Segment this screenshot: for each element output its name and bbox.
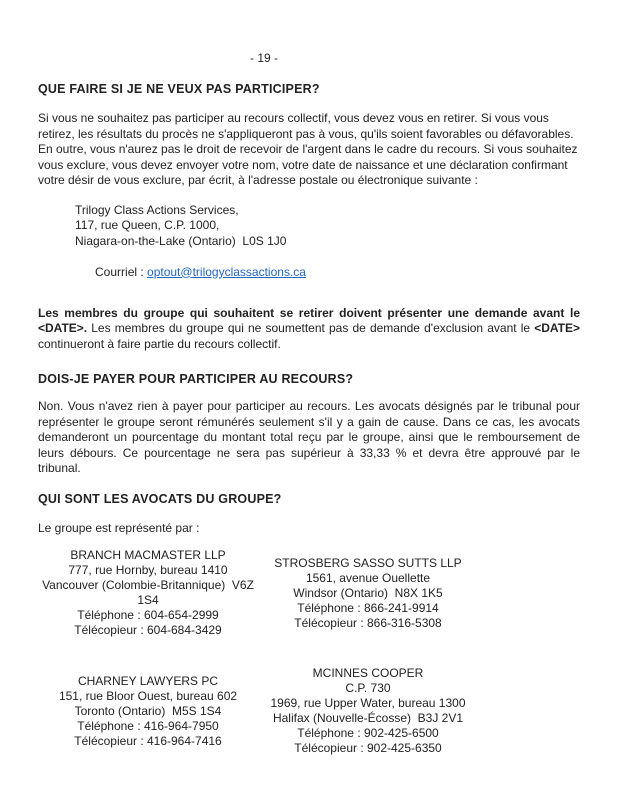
- section-heading-lawyers: QUI SONT LES AVOCATS DU GROUPE?: [38, 491, 282, 506]
- opt-out-address-block: [75, 203, 580, 296]
- firm-phone-line: Téléphone : 866-241-9914: [297, 600, 439, 615]
- firm-address-line: 1561, avenue Ouellette: [305, 570, 431, 585]
- fees-paragraph: Non. Vous n'avez rien à payer pour participer au recours. Les avocats désignés par le tribunal pour représenter le groupe seront rémunérés seulement s'il y a gain de cause. Dans ce cas, les avocats demanderont un pourcentage du montant total reçu par le groupe, ainsi que le remboursement de leurs débours. Ce pourcentage ne sera pas supérieur à 33,33 % et devra être approuvé par le tribunal.: [38, 399, 580, 475]
- deadline-bold-lead: Les membres du groupe qui souhaitent se retirer doivent présenter une demande avant le <DATE>.: [38, 305, 580, 335]
- deadline-normal-end: continueront à faire partie du recours collectif.: [38, 336, 281, 351]
- section-heading-opt-out: QUE FAIRE SI JE NE VEUX PAS PARTICIPER?: [38, 82, 320, 96]
- firm-address-line: 1969, rue Upper Water, bureau 1300: [270, 696, 466, 710]
- firm-phone-line: Téléphone : 416-964-7950: [77, 718, 219, 733]
- firm-address-line: Toronto (Ontario) M5S 1S4: [74, 703, 222, 718]
- firm-name: BRANCH MACMASTER LLP: [70, 548, 226, 562]
- firm-address-line: Vancouver (Colombie-Britannique) V6Z 1S4: [42, 578, 258, 607]
- firm-name: MCINNES COOPER: [312, 666, 424, 680]
- firm-fax-line: Télécopieur : 416-964-7416: [74, 733, 222, 748]
- firm-branch-macmaster: [38, 548, 258, 638]
- firm-address-line: Halifax (Nouvelle-Écosse) B3J 2V1: [272, 711, 464, 725]
- firm-phone-line: Téléphone : 902-425-6500: [297, 726, 439, 740]
- firm-name: CHARNEY LAWYERS PC: [77, 673, 219, 688]
- page-number: - 19 -: [249, 51, 278, 65]
- firm-fax-line: Télécopieur : 866-316-5308: [294, 615, 442, 630]
- email-label: Courriel :: [95, 264, 148, 279]
- firm-po-box-line: C.P. 730: [345, 681, 391, 695]
- law-firms-grid: [38, 548, 478, 756]
- firm-name: STROSBERG SASSO SUTTS LLP: [274, 555, 462, 570]
- firm-address-line: 151, rue Bloor Ouest, bureau 602: [58, 688, 238, 703]
- address-line: Niagara-on-the-Lake (Ontario) L0S 1J0: [75, 233, 287, 248]
- address-email-line: [75, 249, 580, 296]
- firm-charney-lawyers: [38, 674, 258, 749]
- firm-mcinnes-cooper: [258, 666, 478, 756]
- address-line: 117, rue Queen, C.P. 1000,: [75, 218, 220, 232]
- firm-address-line: 777, rue Hornby, bureau 1410: [68, 563, 228, 577]
- address-line: Trilogy Class Actions Services,: [75, 202, 239, 217]
- deadline-paragraph: [38, 306, 580, 353]
- optout-email-link[interactable]: optout@trilogyclassactions.ca: [147, 264, 306, 279]
- firm-fax-line: Télécopieur : 604-684-3429: [74, 623, 222, 637]
- firm-phone-line: Téléphone : 604-654-2999: [77, 608, 219, 622]
- deadline-normal-mid: Les membres du groupe qui ne soumettent pas de demande d'exclusion avant le: [87, 321, 535, 335]
- lawyers-intro: Le groupe est représenté par :: [38, 520, 200, 535]
- section-heading-fees: DOIS-JE PAYER POUR PARTICIPER AU RECOURS?: [38, 372, 354, 386]
- firm-address-line: Windsor (Ontario) N8X 1K5: [293, 585, 443, 600]
- deadline-bold-date: <DATE>: [534, 321, 580, 335]
- firm-fax-line: Télécopieur : 902-425-6350: [294, 741, 442, 755]
- firm-strosberg-sasso-sutts: [258, 556, 478, 631]
- opt-out-paragraph: Si vous ne souhaitez pas participer au recours collectif, vous devez vous en retirer. Si vous vous retirez, les résultats du procès ne s'appliqueront pas à vous, qu'ils soient favorables ou défavorables. En outre, vous n'aurez pas le droit de recevoir de l'argent dans le cadre du recours. Si vous souhaitez vous exclure, vous devez envoyer votre nom, votre date de naissance et une déclaration confirmant votre désir de vous exclure, par écrit, à l'adresse postale ou électronique suivante :: [38, 111, 578, 187]
